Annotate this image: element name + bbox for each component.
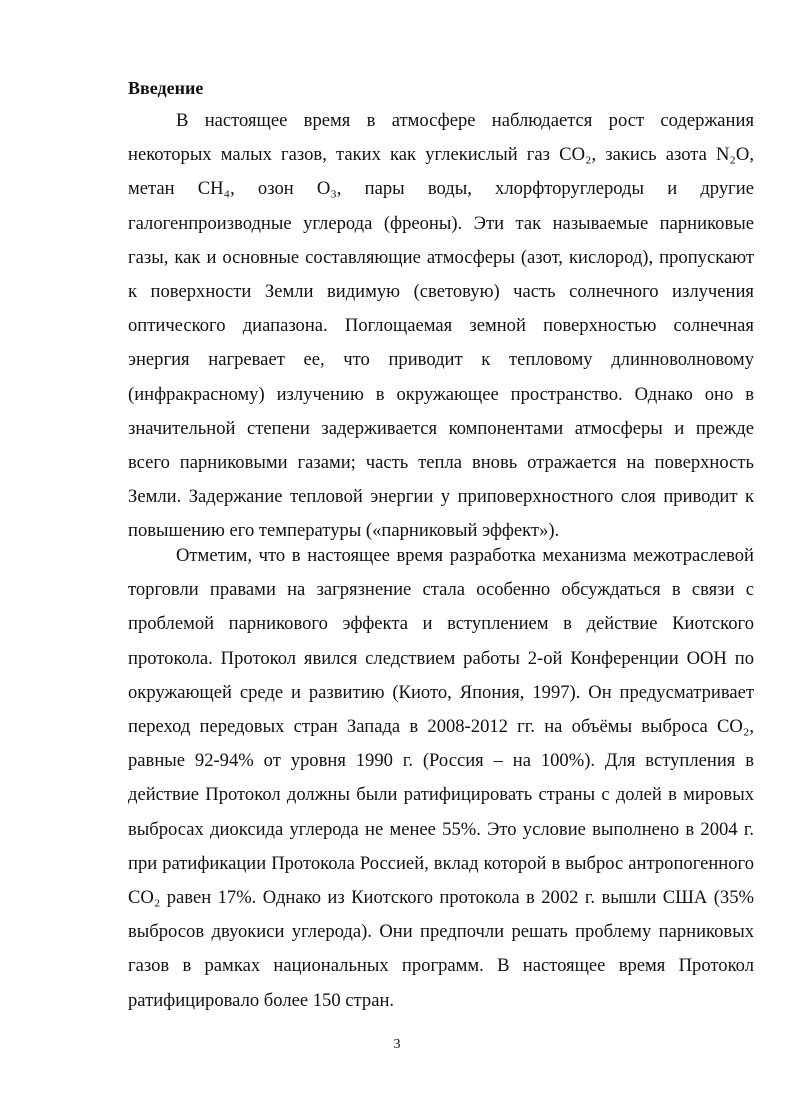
paragraph-2: Отметим, что в настоящее время разработка механизма межотраслевой торговли правами на загрязнение стала особенно обсуждаться в связи с проблемой парникового эффекта и вступлением в действие Киотского протокола. Протокол явился следствием работы 2-ой Конференции ООН по окружающей среде и развитию (Киото, Япония, 1997). Он предусматривает переход передовых стран Запада в 2008-2012 гг. на объёмы выброса CO₂, равные 92-94% от уровня 1990 г. (Россия – на 100%). Для вступления в действие Протокол должны были ратифицировать страны с долей в мировых выбросах диоксида углерода не менее 55%. Это условие выполнено в 2004 г. при ратификации Протокола Россией, вклад которой в выброс антропогенного CO₂ равен 17%. Однако из Киотского протокола в 2002 г. вышли США (35% выбросов двуокиси углерода). Они предпочли решать проблему парниковых газов в рамках национальных программ. В настоящее время Протокол ратифицировало более 150 стран. — [128, 545, 754, 1011]
section-heading: Введение — [128, 78, 204, 98]
paragraph-1: В настоящее время в атмосфере наблюдается рост содержания некоторых малых газов, таких как углекислый газ CO₂, закись азота N₂O, метан CH₄, озон O₃, пары воды, хлорфторуглероды и другие галогенпроизводные углерода (фреоны). Эти так называемые парниковые газы, как и основные составляющие атмосферы (азот, кислород), пропускают к поверхности Земли видимую (световую) часть солнечного излучения оптического диапазона. Поглощаемая земной поверхностью солнечная энергия нагревает ее, что приводит к тепловому длинноволновому (инфракрасному) излучению в окружающее пространство. Однако оно в значительной степени задерживается компонентами атмосферы и прежде всего парниковыми газами; часть тепла вновь отражается на поверхность Земли. Задержание тепловой энергии у приповерхностного слоя приводит к повышению его температуры («парниковый эффект»). — [128, 110, 754, 542]
page-number: 3 — [393, 1037, 401, 1052]
